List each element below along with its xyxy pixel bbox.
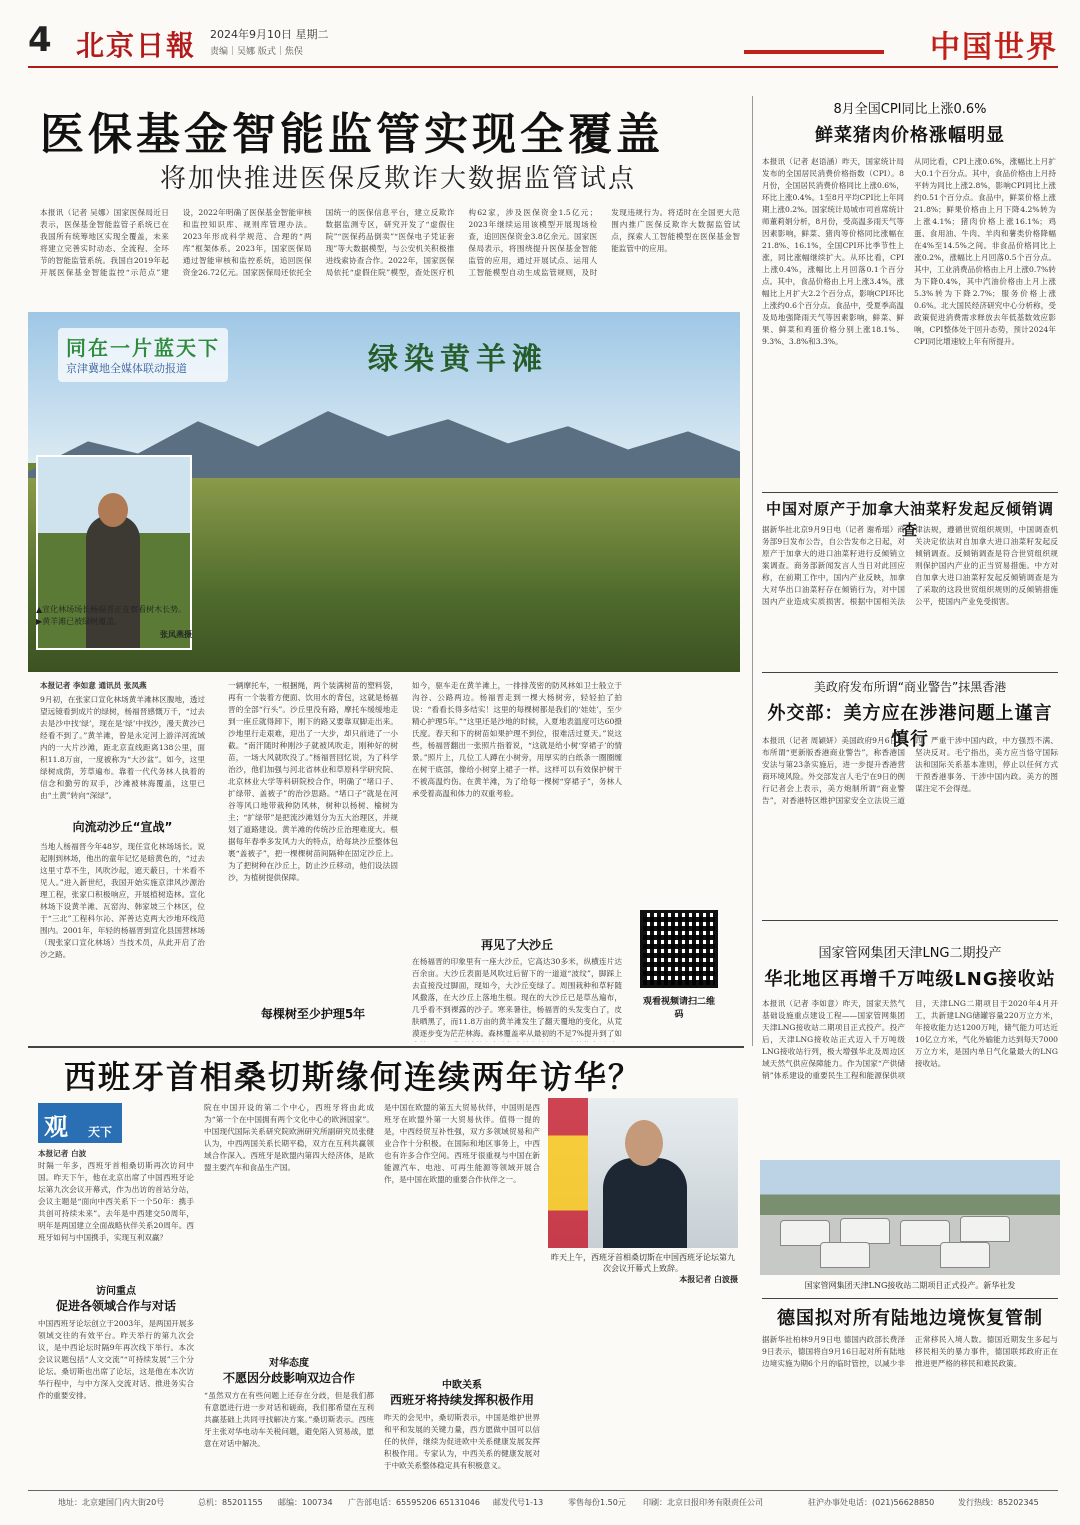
page-number: 4 <box>28 20 52 60</box>
germany-body: 据新华社柏林9月9日电 德国内政部长费泽9日表示，德国将自9月16日起对所有陆地边境实施为期6个月的临时管控，以减少非正常移民入境人数。德国近期发生多起与移民相关的暴力事件，德国联邦政府正在推进更严格的移民和难民政策。 <box>762 1335 1058 1368</box>
feature-body-2: 当地人杨福晋今年48岁，现任宣化林场场长。说起刚到林场，他出的童年记忆是暗黄色的，“过去这里寸草不生，风吹沙起，遮天蔽日，十米看不见人。”进入新世纪，我国开始实施京津风沙源治理工程，张家口积极响应，开展植树造林。宣化林场下设黄羊滩、瓦窑沟、韩家坡三个林区，位于“三北”工程科尔沁、浑善达克两大沙地环线范围内。2001年，年轻的杨福晋到宣化县国营林场（现张家口宣化林场）当技术员，从此开启了治沙之路。 <box>40 842 205 959</box>
editor-credits: 责编｜吴娜 版式｜焦俣 <box>210 47 303 57</box>
feature-col-1 <box>40 680 205 1021</box>
spain-subhead-3: 中欧关系 <box>442 1380 482 1391</box>
divider <box>762 920 1058 921</box>
spain-flag <box>548 1098 588 1248</box>
inset-caption <box>36 604 192 640</box>
spain-body-1: 时隔一年多，西班牙首相桑切斯再次访问中国。昨天下午，他在北京出席了中国西班牙论坛第九次会议开幕式，作为出访的首站分站，会议主题是“面向中西关系下一个50年：携手共创可持续未来”。去年是中西建交50周年，明年是两国建立全面战略伙伴关系20周年。西班牙如何与中国携手，实现互利双赢？ <box>38 1161 194 1242</box>
inset-credit: 张凤燕摄 <box>160 629 192 639</box>
feature-byline: 本报记者 李如意 通讯员 张凤燕 <box>40 681 147 690</box>
feature-body-4: 如今，驱车走在黄羊滩上，一排排茂密的防风林如卫士般立于沟谷、公路两边。杨福晋走到一棵大杨树旁，轻轻拍了拍说：“看看长得多结实！这里的每棵树都是我们的‘娃娃’，至少精心护理5年。”“这里还是沙地的时候，入夏地表温度可达60摄氏度。春天和下的树苗如果护理不到位，很难活过夏天。”说这些，杨福晋翻出一张照片指着说，“这就是给小树‘穿裙子’的情景。”照片上，几位工人蹲在小树旁，用厚实的白纸条一圈圈缠在树干底部，像给小树穿上裙子一样。这样可以有效保护树干不被高温灼伤。在黄羊滩，为了给每一棵树“穿裙子”，务林人承受着高温和体力的双重考验。 <box>412 681 622 798</box>
footer-phone: 总机：85201155 <box>198 1498 263 1507</box>
footer-zip: 邮编：100734 <box>278 1498 333 1507</box>
spain-headline: 西班牙首相桑切斯缘何连续两年访华？ <box>64 1058 643 1096</box>
spain-pm-photo <box>548 1098 738 1248</box>
spain-photo-caption <box>548 1252 738 1285</box>
hk-kicker: 美政府发布所谓“商业警告”抹黑香港 <box>813 680 1007 694</box>
inset-caption-2: ▶黄羊滩已被绿树覆盖。 <box>36 617 123 626</box>
spain-body-3: 院在中国开设的第二个中心，西班牙将由此成为“第一个在中国拥有两个文化中心的欧洲国家”。中国现代国际关系研究院欧洲研究所副研究员张健认为，中西两国关系长期平稳，双方在互利共赢领域合作深入。西班牙是欧盟内第四大经济体，是欧盟主要汽车和食品生产国。 <box>204 1103 374 1172</box>
series-banner <box>58 328 228 382</box>
feature-subhead-3: 再见了大沙丘 <box>480 938 553 952</box>
lead-headline: 医保基金智能监管实现全覆盖 <box>40 109 664 160</box>
storage-tank <box>960 1216 1010 1242</box>
footer <box>28 1490 1058 1512</box>
column-logo-char: 观 <box>44 1113 68 1141</box>
hk-headline: 外交部：美方应在涉港问题上谨言慎行 <box>767 703 1053 750</box>
divider <box>762 1298 1058 1299</box>
column-logo-sub: 天下 <box>88 1125 113 1139</box>
footer-post: 邮发代号1-13 <box>493 1498 544 1507</box>
column-logo <box>38 1103 122 1143</box>
feature-body-5: 在杨福晋的印象里有一座大沙丘，它高达30多米，纵横连片达百余亩。大沙丘表面是风吹过后留下的一道道“波纹”，脚踩上去直接没过脚面，现如今，大沙丘变绿了。周围栽种和草籽随风撒落，在大沙丘上落地生根。现在的大沙丘已是草丛遍布，几乎看不到裸露的沙子。寒来暑往，杨福晋的头发变白了，皮肤晒黑了，而11.8万亩的黄羊滩发生了翻天覆地的变化，从荒漠逐步变为茫茫林海。森林覆盖率从最初的不足7%提升到了如 <box>412 957 622 1038</box>
lead-body: 本报讯（记者 吴娜）国家医保局近日表示，医保基金智能监管子系统已在我国所有统筹地区实现全覆盖，未来将建立完善实时动态、全流程、全环节的智能监管系统。我国自2019年起开展医保基金智能监控“示范点”建设，2022年明确了医保基金智能审核和监控知识库、规则库管理办法。2023年形成科学规范、合理的“两库”框架体系。2023年，国家医保局通过智能审核和监控系统，追回医保资金26.72亿元。国家医保局还依托全国统一的医保信息平台，建立反欺诈数据监测专区，研究开发了“虚假住院”“医保药品倒卖”“医保电子凭证套现”等大数据模型，与公安机关积极推进线索协查合作。2022年，国家医保局依托“虚假住院”模型，查处医疗机构62家，涉及医保资金1.5亿元；2023年继续运用该模型开展现场检查，追回医保资金3.8亿余元。国家医保局表示，将围绕提升医保基金智能监管的应用，通过开展试点、运用人工智能模型自动生成监管规则，及时发现违规行为。将适时在全国更大范围内推广医保反欺诈大数据监管试点，探索人工智能模型在医保基金智能监管中的应用。 <box>40 208 740 277</box>
inset-caption-1: ▲宣化林场场长杨福晋正在察看树木长势。 <box>36 605 187 614</box>
cpi-body-2: 从同比看，CPI上涨0.6%，涨幅比上月扩大0.1个百分点。其中，食品价格由上月持平转为同比上涨2.8%，影响CPI同比上涨约0.51个百分点。食品中，鲜菜价格上涨21.8%；鲜果价格由上月下降4.2%转为上涨4.1%；猪肉价格上涨16.1%；鸡蛋、食用油、牛肉、羊肉和薯类价格降幅在4%至14.5%之间。非食品价格同比上涨0.2%，涨幅比上月回落0.5个百分点。其中，工业消费品价格由上月上涨0.7%转为下降0.4%，其中汽油价格由上月上涨5.3%转为下降2.7%；服务价格上涨0.6%。北大国民经济研究中心分析称，受政策促进消费需求释放去年低基数效应影响，CPI整体处于回升态势，预计2024年CPI同比增速较上年有所提升。 <box>914 157 1056 346</box>
spain-byline: 本报记者 白波 <box>38 1149 87 1158</box>
feature-subhead-1: 向流动沙丘“宣战” <box>72 820 173 834</box>
lead-subheadline: 将加快推进医保反欺诈大数据监管试点 <box>160 164 637 194</box>
footer-printer: 印刷：北京日报印务有限责任公司 <box>643 1498 763 1507</box>
hk-body: 本报讯（记者 周穎妍）美国政府9月6日发布所谓“更新版香港商业警告”，称香港国安法与第23条实施后，进一步提升香港营商环境风险。外交部发言人毛宁在9日的例行记者会上表示，美方炮制所谓“商业警告”，对香港特区维护国家安全立法说三道四，严重干涉中国内政，中方强烈不满、坚决反对。毛宁指出，美方应当恪守国际法和国际关系基本准则，停止以任何方式干预香港事务、干涉中国内政。美方的图谋注定不会得逞。 <box>762 736 1058 805</box>
feature-subhead-2: 每棵树至少护理5年 <box>260 1007 366 1021</box>
footer-distribution: 发行热线：85202345 <box>958 1498 1039 1507</box>
spain-body-continued <box>548 1290 738 1480</box>
spain-subhead-3b: 西班牙将持续发挥积极作用 <box>389 1393 534 1407</box>
spain-subhead-2: 对华态度 <box>269 1358 309 1369</box>
section-bar <box>744 50 884 54</box>
section-name: 中国世界 <box>930 30 1058 65</box>
spain-subhead-1b: 促进各领域合作与对话 <box>55 1299 176 1313</box>
qr-code[interactable] <box>640 910 718 988</box>
feature-body-3: 一辆摩托车，一根捆绳，两个装满树苗的塑料袋，再有一个装着方便面、饮用水的背包，这就是杨福晋的全部“行头”。沙丘里没有路，摩托车缓缓地走到一座丘就得卸下，刚下的路又要靠双脚走出来。沙地里行走艰难，迎出了一大步，却只前进了一小截。“南汗随时种刚沙子就被风吹走，刚种好的树苗，一场大风就吹没了。”杨福晋回忆说，为了科学治沙，他们加强与河北省林业和草原科学研究院、北京林业大学等科研院校合作，明确了“堵口子、扩绿带、盖被子”的治沙思路。“堵口子”就是在河谷等风口地带栽种防风林，树种以杨树、榆树为主；“扩绿带”是把流沙滩划分为五大治理区，并规划了道路建设。黄羊滩的传统沙丘治理难度大。根据每年春季多发风力大的特点，给每块沙丘整体包裹“盖被子”，把一棵棵树苗间隔种在固定沙丘上。为了把树种在沙丘上，防止沙丘移动，他们设法固沙，为植树提供保障。 <box>228 681 398 882</box>
cpi-kicker: 8月全国CPI同比上涨0.6% <box>833 102 987 117</box>
spain-col-3 <box>384 1102 540 1472</box>
footer-address: 地址：北京建国门内大街20号 <box>58 1498 165 1507</box>
spain-subhead-2b: 不愿因分歧影响双边合作 <box>222 1371 355 1385</box>
spain-photo-credit: 本报记者 白波摄 <box>679 1274 738 1284</box>
footer-ad: 广告部电话：65595206 65131046 <box>348 1498 480 1507</box>
spain-body-6: 昨天的会见中，桑切斯表示，中国是维护世界和平和发展的关键力量，西方愿做中国可以信任的伙伴，继续为促进欧中关系健康发展发挥积极作用。专家认为，中西关系的健康发展对于中欧关系整体稳定具有积极意义。 <box>384 1413 540 1470</box>
inset-person-head <box>98 493 128 527</box>
cpi-article <box>762 98 1058 147</box>
spain-subhead-1: 访问重点 <box>96 1286 136 1297</box>
storage-tank <box>820 1242 870 1268</box>
banner-subtitle: 京津冀地全媒体联动报道 <box>66 362 187 375</box>
lng-body: 本报讯（记者 李如意）昨天，国家天然气基础设施重点建设工程——国家管网集团天津LNG接收站二期项目正式投产。投产后，天津LNG接收站正式迈入千万吨级LNG接收站行列，极大增强华北及周边区域天然气供应保障能力。作为国家“产供储销”体系建设的重要民生工程和能源保供项目，天津LNG二期项目于2020年4月开工，共新建LNG储罐容量220万立方米，年接收能力达1200万吨，储气能力可达近10亿立方米，气化外输能力达到每天7000万立方米，是国内单日气化量最大的LNG接收站。 <box>762 999 1058 1080</box>
lng-kicker: 国家管网集团天津LNG二期投产 <box>818 946 1002 961</box>
newspaper-name: 北京日報 <box>76 29 197 62</box>
divider <box>28 1046 744 1048</box>
cpi-headline: 鲜菜猪肉价格涨幅明显 <box>815 125 1005 146</box>
footer-price: 零售每份1.50元 <box>568 1498 626 1507</box>
issue-date: 2024年9月10日 星期二 <box>210 28 329 41</box>
banner-title: 同在一片蓝天下 <box>66 336 220 360</box>
spain-col-2 <box>204 1102 374 1480</box>
storage-tank <box>940 1242 990 1268</box>
lng-headline: 华北地区再增千万吨级LNG接收站 <box>764 969 1056 990</box>
speaker-body <box>603 1158 687 1248</box>
feature-body-1: 9月初，在张家口宣化林场黄羊滩林区腹地，透过望远镜看到成片的绿树，杨福晋感慨万千，“过去去是沙中找‘绿’，现在是‘绿’中找沙，漫天黄沙已经看不到了。”黄羊滩，曾是永定河上游洋河流域内的一大片沙滩，距北京直线距离138公里，面积11.8万亩，一度被称为“大沙盆”。如今，这里绿树成荫，芳草遍布。靠着一代代务林人执着的信念和勤劳的双手，沙滩被林海覆盖，这里已由“土黄”转向“深绿”。 <box>40 695 205 800</box>
germany-headline: 德国拟对所有陆地边境恢复管制 <box>777 1308 1043 1329</box>
column-divider <box>752 96 753 1046</box>
spain-body-5: 是中国在欧盟的第五大贸易伙伴，中国则是西班牙在欧盟外第一大贸易伙伴。值得一提的是，中西经贸互补性强，双方多领域贸易和产业合作十分积极。在国际和地区事务上，中西也有许多合作空间。西班牙很重视与中国在新能源汽车、电池、可再生能源等领域开展合作，是中国在欧盟的重要合作伙伴之一。 <box>384 1103 540 1184</box>
qr-caption: 观看视频请扫二维码 <box>642 997 715 1020</box>
divider <box>762 492 1058 493</box>
feature-body-4-lead <box>228 1025 398 1045</box>
masthead <box>28 20 1058 68</box>
footer-contact: 驻沪办事处电话：(021)56628850 <box>808 1498 935 1507</box>
canola-body: 据新华社北京9月9日电（记者 谢希瑶）商务部9日发布公告，自公告发布之日起，对原产于加拿大的进口油菜籽进行反倾销立案调查。商务部新闻发言人当日对此回应称，在前期工作中，国内产业反映，加拿大对华出口油菜籽存在倾销行为，对中国国内产业造成实质损害。根据中国相关法律法规，遵循世贸组织规则，中国调查机关决定依法对自加拿大进口油菜籽发起反倾销调查。反倾销调查是符合世贸组织规则保护国内产业的正当贸易措施。中方对自加拿大进口油菜籽发起反倾销调查是为了采取的这段世贸组织规则的反倾销措施公平，使国内产业免受损害。 <box>762 525 1058 606</box>
lng-photo-caption: 国家管网集团天津LNG接收站二期项目正式投产。新华社发 <box>804 1281 1016 1290</box>
spain-caption-text: 昨天上午，西班牙首相桑切斯在中国西班牙论坛第九次会议开幕式上致辞。 <box>551 1253 735 1273</box>
storage-tank <box>840 1218 890 1244</box>
speaker-head <box>625 1120 663 1166</box>
lng-terminal-photo <box>760 1160 1060 1275</box>
lng-article <box>762 942 1058 991</box>
cpi-body-1: 本报讯（记者 赵语涵）昨天，国家统计局发布的全国居民消费价格指数（CPI）。8月份，全国居民消费价格同比上涨0.6%，环比上涨0.4%。1至8月平均CPI比上年同期上涨0.2%。国家统计局城市司首席统计师董莉娟分析，8月份，受高温多雨天气等因素影响，鲜菜、猪肉等价格同比涨幅在21.8%、16.1%，全国CPI环比季节性上涨，同比涨幅继续扩大。从环比看，CPI上涨0.4%，涨幅比上月回落0.1个百分点。其中，食品价格由上月上涨3.4%，涨幅比上月扩大2.2个百分点，影响CPI环比上涨约0.6个百分点。食品中，受夏季高温及局地强降雨天气等因素影响，鲜菜、鲜果、鲜菜和鸡蛋价格分别上涨18.1%、9.3%、3.8%和3.3%。 <box>762 157 904 346</box>
canola-headline: 中国对原产于加拿大油菜籽发起反倾销调查 <box>765 500 1054 539</box>
divider <box>762 672 1058 673</box>
spain-col-1 <box>38 1148 194 1438</box>
feature-headline: 绿染黄羊滩 <box>368 342 548 377</box>
spain-body-4: “虽然双方在有些问题上还存在分歧，但是我们都有意愿进行进一步对话和磋商，我们都希望在互利共赢基础上共同寻找解决方案。”桑切斯表示。西班牙主张对华电动车关税问题，避免陷入贸易战，愿意在对话中解决。 <box>204 1391 374 1448</box>
spain-body-2: 中国西班牙论坛创立于2003年，是两国开展多领域交往的有效平台。昨天举行的第九次会议，是中西论坛时隔9年再次线下举行。本次会议议题包括“人文交流”“可持续发展”三个分论坛。桑切斯也出席了论坛，这是他在本次访华行程中，与中方深入交流对话、推进务实合作的重要安排。 <box>38 1319 194 1400</box>
